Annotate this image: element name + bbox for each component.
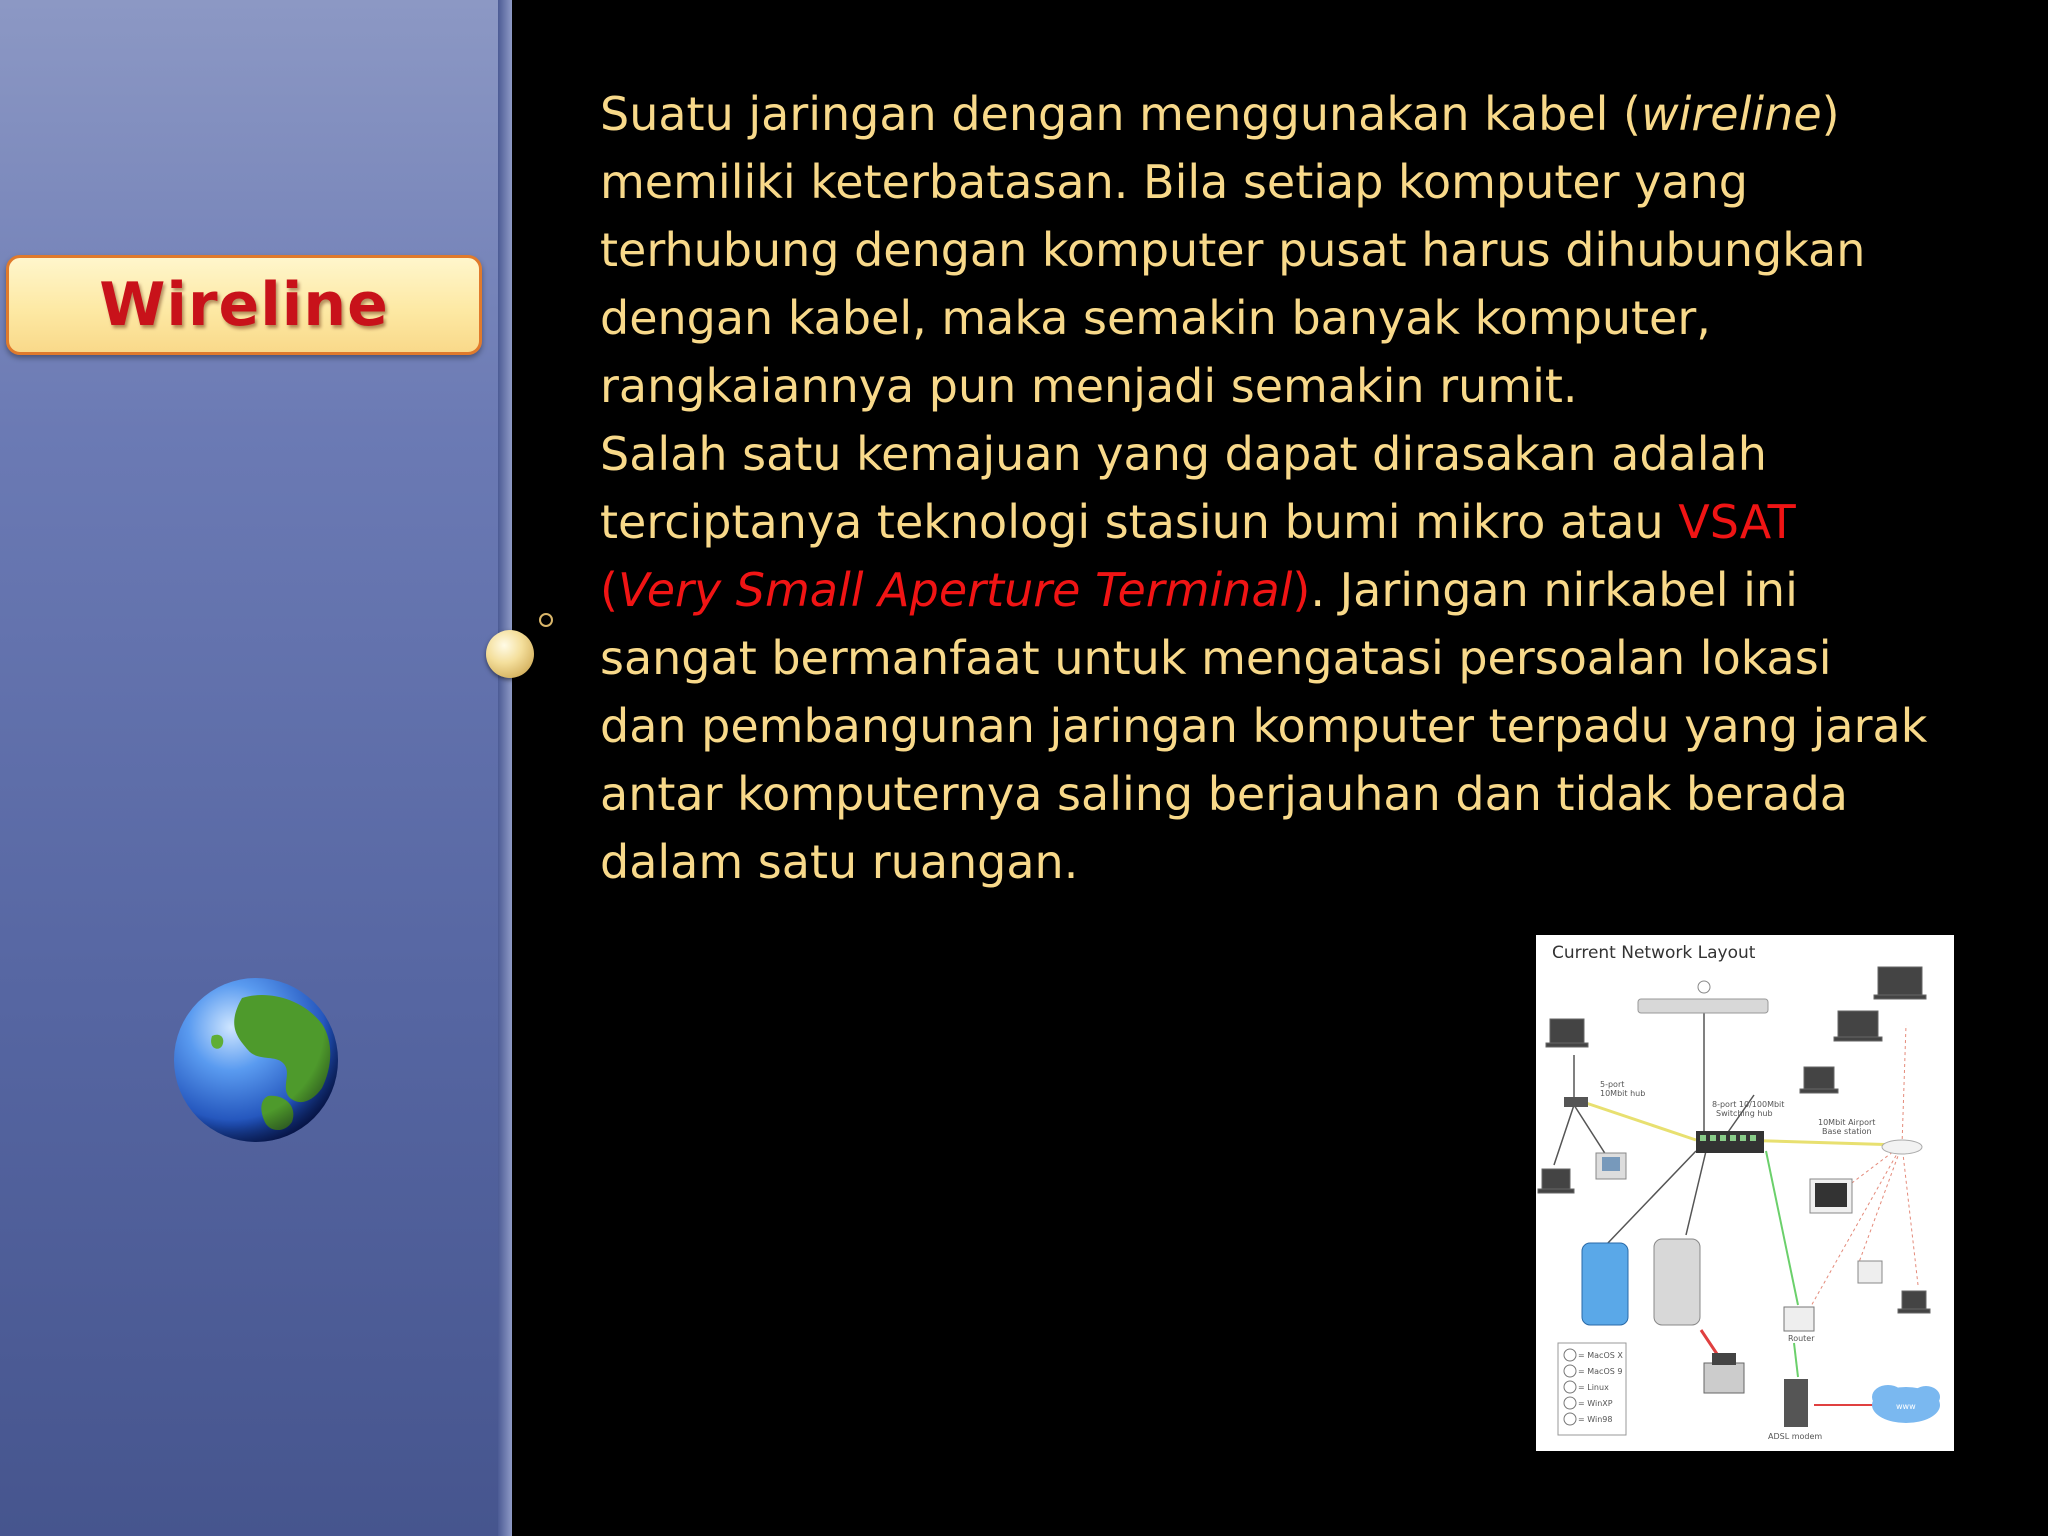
p2-text-after: . Jaringan nirkabel ini sangat bermanfaat untuk mengatasi persoalan lokasi dan pembangunan jaringan komputer terpadu yang jarak antar komputernya saling berjauhan dan tidak berada dalam satu ruangan. — [600, 563, 1928, 889]
legend-macosx: = MacOS X — [1578, 1351, 1623, 1360]
sidebar-panel — [0, 0, 510, 1536]
legend-win98: = Win98 — [1578, 1415, 1613, 1424]
paragraph-vsat — [600, 420, 1930, 896]
diagram-title: Current Network Layout — [1552, 943, 1756, 963]
label-adsl-modem: ADSL modem — [1768, 1432, 1823, 1441]
vsat-paren-open: ( — [600, 563, 618, 617]
slide-title: Wireline — [99, 270, 389, 340]
vsat-paren-close: ) — [1292, 563, 1311, 617]
label-airport-line1: 10Mbit Airport — [1818, 1118, 1876, 1127]
legend-macos9: = MacOS 9 — [1578, 1367, 1623, 1376]
label-hub8-line2: Switching hub — [1716, 1109, 1773, 1118]
legend-linux: = Linux — [1578, 1383, 1609, 1392]
p2-text-before: Salah satu kemajuan yang dapat dirasakan adalah terciptanya teknologi stasiun bumi mikro atau — [600, 427, 1767, 549]
label-hub5-line2: 10Mbit hub — [1600, 1089, 1646, 1098]
bullet-ball-icon — [486, 630, 534, 678]
p1-italic-term: wireline — [1640, 87, 1822, 141]
network-diagram — [1536, 935, 1954, 1451]
globe-icon — [172, 976, 340, 1144]
paragraph-wireline — [600, 80, 1930, 420]
p1-text-before: Suatu jaringan dengan menggunakan kabel ( — [600, 87, 1641, 141]
vsat-expansion: Very Small Aperture Terminal — [617, 563, 1293, 617]
slide-body — [600, 80, 1930, 896]
label-hub8-line1: 8-port 10/100Mbit — [1712, 1100, 1785, 1109]
label-cloud: www — [1896, 1402, 1916, 1411]
legend-winxp: = WinXP — [1578, 1399, 1613, 1408]
label-airport-line2: Base station — [1822, 1127, 1872, 1136]
vsat-term: VSAT — [1678, 495, 1796, 549]
title-box — [6, 255, 482, 355]
sidebar-edge — [498, 0, 512, 1536]
label-router: Router — [1788, 1334, 1815, 1343]
label-hub5-line1: 5-port — [1600, 1080, 1625, 1089]
bullet-ring-icon — [539, 613, 553, 627]
network-diagram-graphic — [1536, 935, 1954, 1451]
p1-text-after: ) memiliki keterbatasan. Bila setiap komputer yang terhubung dengan komputer pusat harus dihubungkan dengan kabel, maka semakin banyak komputer, rangkaiannya pun menjadi semakin rumit. — [600, 87, 1866, 413]
